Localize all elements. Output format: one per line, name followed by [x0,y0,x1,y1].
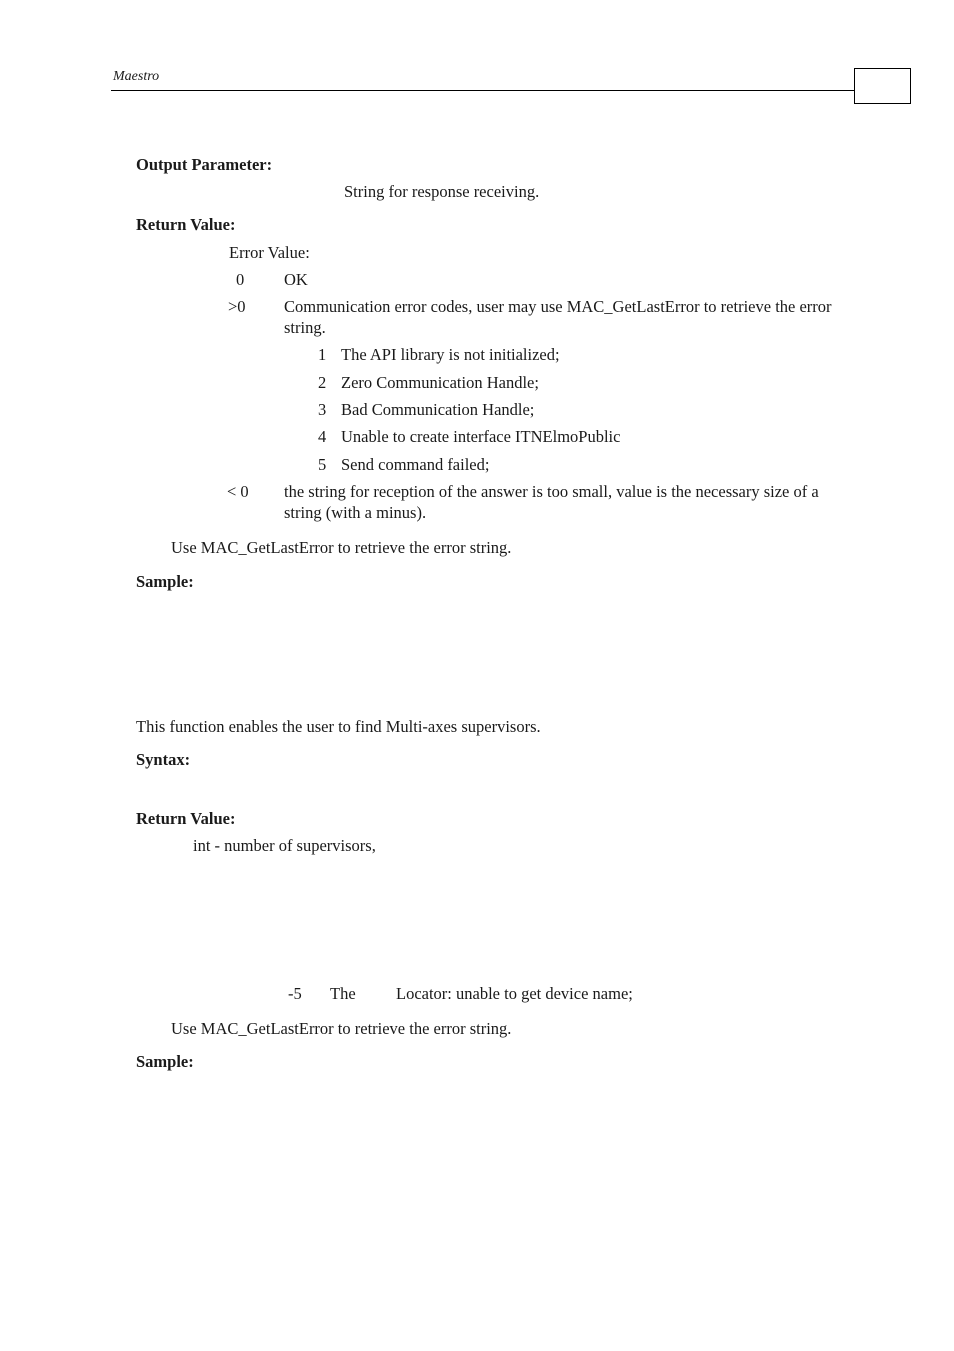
sample-heading: Sample: [136,572,194,591]
sub-error-description: Send command failed; [341,455,490,474]
return-value-description: int - number of supervisors, [193,836,376,855]
error-code: -5 [288,984,302,1003]
header-rule [111,90,855,91]
sub-error-number: 5 [318,455,327,474]
sub-error-description: Unable to create interface ITNElmoPublic [341,427,621,446]
sub-error-number: 4 [318,427,327,446]
sub-error-description: Bad Communication Handle; [341,400,535,419]
error-code-description: Locator: unable to get device name; [396,984,633,1003]
function-intro: This function enables the user to find Multi-axes supervisors. [136,717,541,736]
get-last-error-note: Use MAC_GetLastError to retrieve the error string. [171,538,512,557]
error-code: >0 [228,297,246,316]
output-parameter-heading: Output Parameter: [136,155,273,174]
error-code-word: The [330,984,356,1003]
return-value-heading: Return Value: [136,215,236,234]
error-code-description: OK [284,270,308,289]
error-value-label: Error Value: [229,243,310,262]
page-number-box [854,68,911,104]
running-header-title: Maestro [113,69,160,84]
sample-heading: Sample: [136,1052,194,1071]
syntax-heading: Syntax: [136,750,191,769]
error-code: 0 [236,270,245,289]
sub-error-number: 1 [318,345,327,364]
return-value-heading: Return Value: [136,809,236,828]
get-last-error-note: Use MAC_GetLastError to retrieve the error string. [171,1019,512,1038]
error-code-description: Communication error codes, user may use MAC_GetLastError to retrieve the error string. [284,297,832,337]
sub-error-number: 3 [318,400,327,419]
sub-error-description: Zero Communication Handle; [341,373,539,392]
error-code: < 0 [227,482,249,501]
sub-error-number: 2 [318,373,327,392]
error-code-description: the string for reception of the answer is too small, value is the necessary size of a string (with a minus). [284,482,819,522]
sub-error-description: The API library is not initialized; [341,345,560,364]
output-parameter-description: String for response receiving. [344,182,540,201]
